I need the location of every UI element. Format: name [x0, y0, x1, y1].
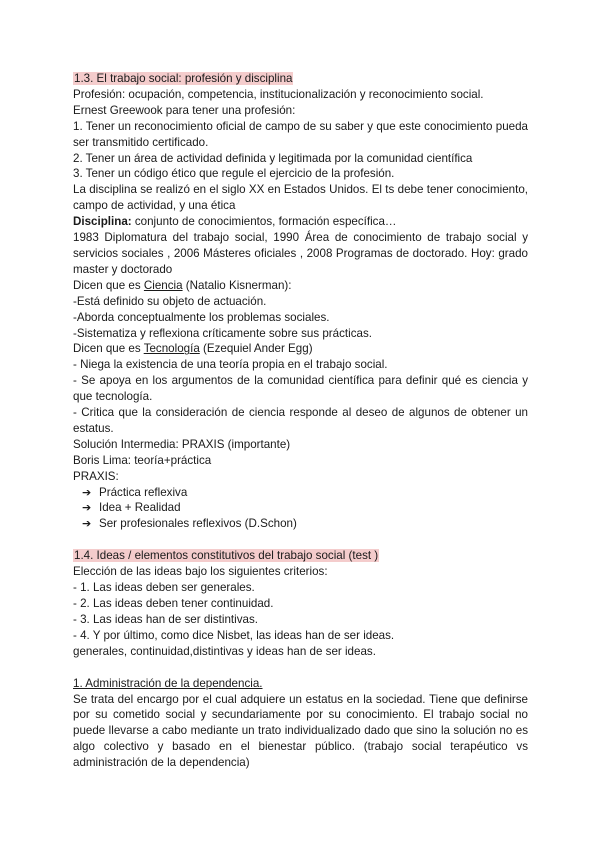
document-body — [73, 71, 528, 771]
criteria-item: - 1. Las ideas deben ser generales. — [73, 581, 255, 595]
boris-lima: Boris Lima: teoría+práctica — [73, 453, 212, 467]
list-item: ➔ Práctica reflexiva — [82, 485, 188, 499]
section-heading-1-4: 1.4. Ideas / elementos constitutivos del trabajo social (test ) — [74, 549, 379, 563]
ciencia-item: -Sistematiza y reflexiona críticamente sobre sus prácticas. — [73, 326, 372, 340]
criteria-item: - 2. Las ideas deben tener continuidad. — [73, 597, 274, 610]
history-paragraph: 1983 Diplomatura del trabajo social, 1990 Área de conocimiento de trabajo social y servicios sociales , 2006 Másteres oficiales , 2008 Programas de doctorado. Hoy: grado master y doctorado — [73, 231, 528, 276]
ciencia-word: Ciencia — [143, 278, 183, 292]
tecnologia-item: - Se apoya en los argumentos de la comunidad científica para definir qué es ciencia y que tecnología. — [73, 374, 528, 404]
criteria-summary: generales, continuidad,distintivas y ideas han de ser ideas. — [73, 644, 376, 658]
requirement-2: 2. Tener un área de actividad definida y legitimada por la comunidad científica — [73, 151, 473, 165]
arrow-icon: ➔ — [82, 517, 92, 531]
spacer — [73, 660, 528, 676]
greewook-intro: Ernest Greewook para tener una profesión: — [73, 103, 296, 117]
spacer — [73, 532, 528, 548]
disciplina-paragraph: La disciplina se realizó en el siglo XX en Estados Unidos. El ts debe tener conocimiento, campo de actividad, y una ética — [73, 183, 528, 213]
requirement-1: 1. Tener un reconocimiento oficial de campo de su saber y que este conocimiento pueda ser transmitido certificado. — [73, 119, 528, 149]
ciencia-intro: Dicen que es Ciencia (Natalio Kisnerman): — [73, 278, 292, 292]
section-heading-1-3: 1.3. El trabajo social: profesión y disciplina — [74, 72, 293, 85]
criteria-intro: Elección de las ideas bajo los siguientes criterios: — [73, 565, 328, 579]
tecnologia-intro: Dicen que es Tecnología (Ezequiel Ander Egg) — [73, 342, 313, 356]
profesion-definition: Profesión: ocupación, competencia, institucionalización y reconocimiento social. — [73, 87, 484, 101]
praxis-label: PRAXIS: — [73, 469, 119, 483]
disciplina-label: Disciplina: — [73, 215, 132, 229]
requirement-3: 3. Tener un código ético que regule el ejercicio de la profesión. — [73, 167, 395, 181]
arrow-icon: ➔ — [82, 485, 92, 499]
praxis-list — [73, 485, 528, 533]
list-item: ➔ Idea + Realidad — [82, 501, 181, 515]
ciencia-item: -Está definido su objeto de actuación. — [73, 294, 267, 308]
disciplina-text: conjunto de conocimientos, formación específica… — [131, 215, 397, 229]
arrow-icon: ➔ — [82, 501, 92, 515]
ciencia-item: -Aborda conceptualmente los problemas sociales. — [73, 310, 330, 324]
criteria-item: - 3. Las ideas han de ser distintivas. — [73, 612, 258, 626]
tecnologia-word: Tecnología — [143, 342, 200, 356]
list-item: ➔ Ser profesionales reflexivos (D.Schon) — [82, 517, 297, 531]
criteria-item: - 4. Y por último, como dice Nisbet, las ideas han de ser ideas. — [73, 628, 395, 642]
section-heading-admin: 1. Administración de la dependencia. — [73, 676, 263, 690]
solucion-intermedia: Solución Intermedia: PRAXIS (importante) — [73, 437, 291, 451]
tecnologia-item: - Critica que la consideración de ciencia responde al deseo de algunos de obtener un estatus. — [73, 406, 528, 435]
tecnologia-item: - Niega la existencia de una teoría propia en el trabajo social. — [73, 358, 388, 372]
admin-paragraph: Se trata del encargo por el cual adquiere un estatus en la sociedad. Tiene que definirse por su cometido social y secundariamente por su conocimiento. El trabajo social no puede llevarse a cabo mediante un trato individualizado dado que sino la solución no es algo colectivo y basado en el bienestar público. (trabajo social terapéutico vs administración de la dependencia) — [73, 692, 528, 770]
disciplina-definition — [73, 214, 528, 230]
